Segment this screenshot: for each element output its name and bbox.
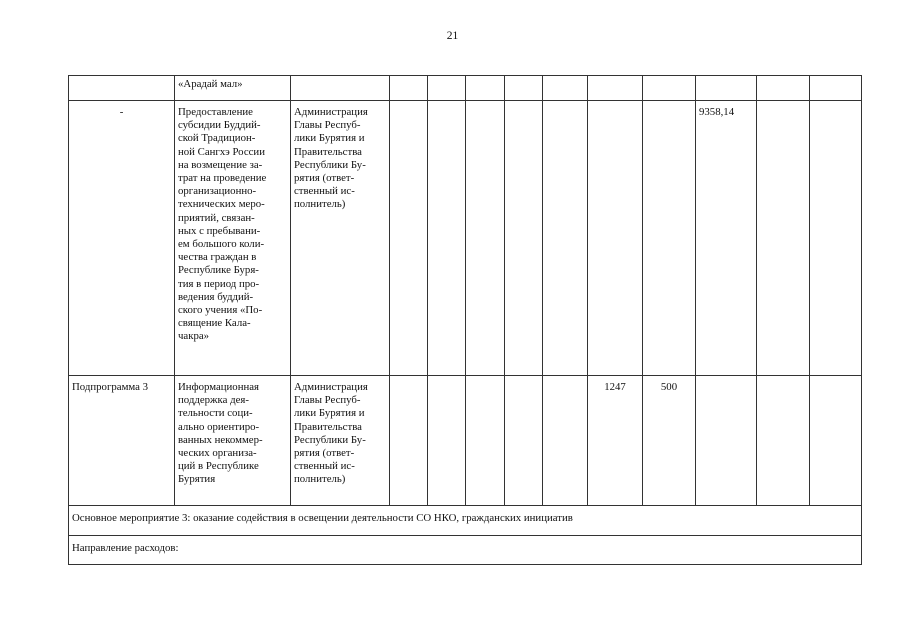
value-cell: [643, 76, 696, 101]
page-number: 21: [446, 30, 459, 42]
value-cell: [466, 101, 505, 376]
executor-cell: Администрация Главы Респуб- лики Бурятия и Правительства Республики Бу- рятия (ответ- ственный ис- полнитель): [291, 376, 390, 506]
program-cell: [69, 76, 175, 101]
value-cell: [588, 76, 643, 101]
value-cell: [696, 76, 757, 101]
value-cell: [466, 76, 505, 101]
value-cell: [390, 101, 428, 376]
table-row: [69, 376, 862, 506]
value-cell: 9358,14: [696, 101, 757, 376]
program-cell: -: [69, 101, 175, 376]
value-cell: [466, 376, 505, 506]
value-cell: [643, 101, 696, 376]
value-cell: 1247: [588, 376, 643, 506]
value-cell: [543, 101, 588, 376]
value-cell: [588, 101, 643, 376]
table-row: [69, 536, 862, 565]
table-row: [69, 76, 862, 101]
table-row: [69, 101, 862, 376]
value-cell: [428, 76, 466, 101]
value-cell: [390, 376, 428, 506]
activity-name-cell: Информационная поддержка дея- тельности соци- ально ориентиро- ванных некоммер- ческих организа- ций в Республике Бурятия: [175, 376, 291, 506]
value-cell: [543, 376, 588, 506]
value-cell: [390, 76, 428, 101]
value-cell: [505, 101, 543, 376]
main-activity-cell: Основное мероприятие 3: оказание содействия в освещении деятельности СО НКО, гражданских инициатив: [69, 506, 862, 536]
value-cell: [757, 76, 810, 101]
executor-cell: Администрация Главы Респуб- лики Бурятия и Правительства Республики Бу- рятия (ответ- ственный ис- полнитель): [291, 101, 390, 376]
value-cell: [810, 376, 862, 506]
value-cell: [543, 76, 588, 101]
activity-name-cell: Предоставление субсидии Буддий- ской Традицион- ной Сангхэ России на возмещение за- трат на проведение организационно- технических меро- приятий, связан- ных с пребывани- ем большого коли- чества граждан в Республике Буря- тия в период про- ведения буддий- ского учения «По- священие Кала- чакра»: [175, 101, 291, 376]
value-cell: 500: [643, 376, 696, 506]
activity-name-cell: «Арадай мал»: [175, 76, 291, 101]
value-cell: [505, 76, 543, 101]
value-cell: [428, 376, 466, 506]
value-cell: [757, 376, 810, 506]
value-cell: [696, 376, 757, 506]
program-cell: Подпрограмма 3: [69, 376, 175, 506]
value-cell: [428, 101, 466, 376]
executor-cell: [291, 76, 390, 101]
program-table: [68, 75, 862, 565]
value-cell: [757, 101, 810, 376]
expense-direction-cell: Направление расходов:: [69, 536, 862, 565]
value-cell: [505, 376, 543, 506]
value-cell: [810, 76, 862, 101]
table-row: [69, 506, 862, 536]
value-cell: [810, 101, 862, 376]
